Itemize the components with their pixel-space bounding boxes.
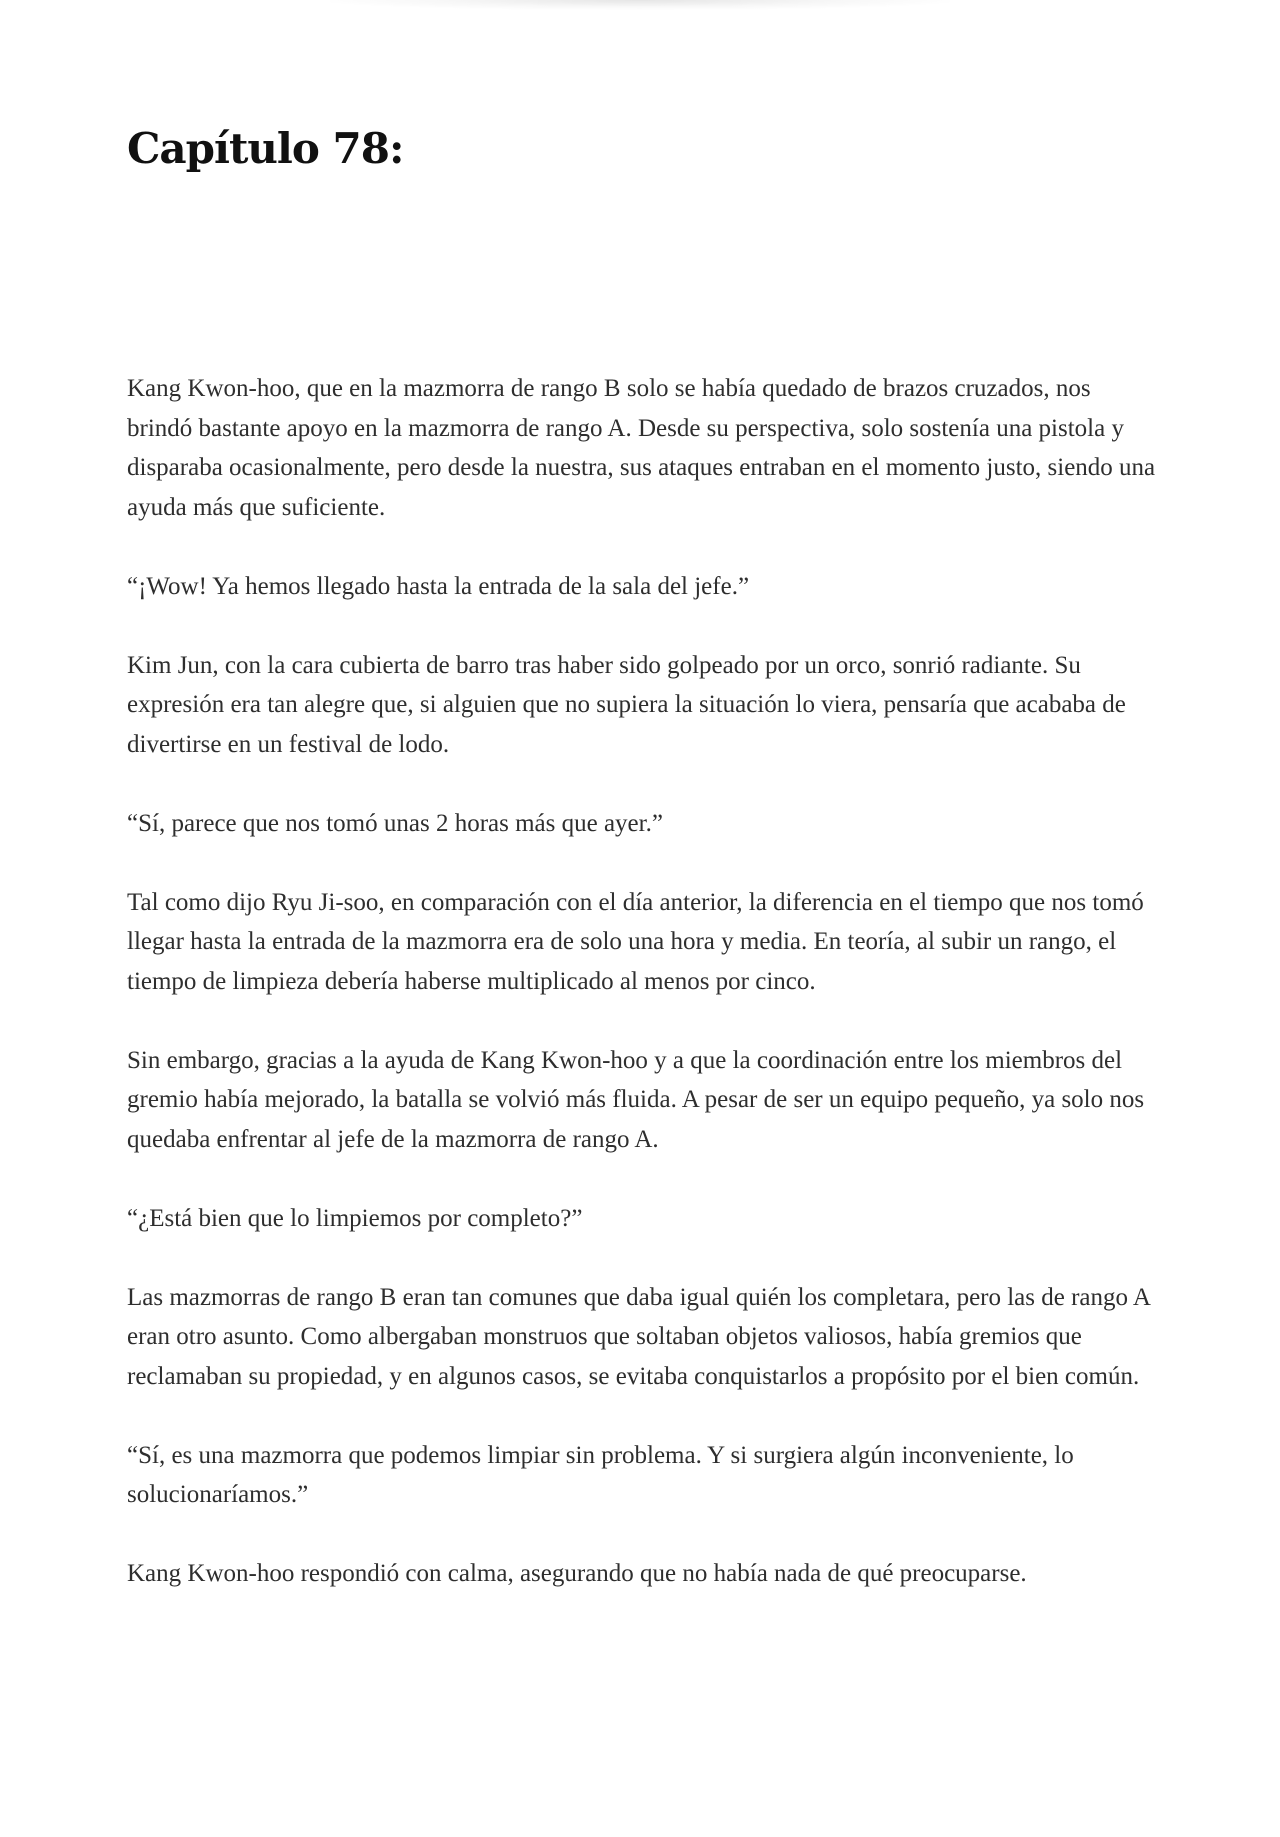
paragraph: Las mazmorras de rango B eran tan comunes que daba igual quién los completara, pero las de rango A eran otro asunto. Como albergaban monstruos que soltaban objetos valiosos, había gremios que reclamaban su propiedad, y en algunos casos, se evitaba conquistarlos a propósito por el bien común.	[127, 1283, 1150, 1390]
chapter-title: Capítulo 78:	[127, 124, 404, 173]
dialogue-line: “¿Está bien que lo limpiemos por completo?”	[127, 1204, 583, 1232]
chapter-body	[127, 369, 1157, 1633]
dialogue-line: “Sí, es una mazmorra que podemos limpiar sin problema. Y si surgiera algún inconveniente, lo solucionaríamos.”	[127, 1441, 1074, 1508]
paragraph: Kang Kwon-hoo respondió con calma, asegurando que no había nada de qué preocuparse.	[127, 1560, 1027, 1587]
paragraph: Tal como dijo Ryu Ji-soo, en comparación con el día anterior, la diferencia en el tiempo que nos tomó llegar hasta la entrada de la mazmorra era de solo una hora y media. En teoría, al subir un rango, el tiempo de limpieza debería haberse multiplicado al menos por cinco.	[127, 888, 1144, 995]
paragraph: Kang Kwon-hoo, que en la mazmorra de rango B solo se había quedado de brazos cruzados, nos brindó bastante apoyo en la mazmorra de rango A. Desde su perspectiva, solo sostenía una pistola y disparaba ocasionalmente, pero desde la nuestra, sus ataques entraban en el momento justo, siendo una ayuda más que suficiente.	[127, 375, 1156, 521]
paragraph: Kim Jun, con la cara cubierta de barro tras haber sido golpeado por un orco, sonrió radiante. Su expresión era tan alegre que, si alguien que no supiera la situación lo viera, pensaría que acababa de divertirse en un festival de lodo.	[127, 651, 1126, 758]
dialogue-line: “Sí, parece que nos tomó unas 2 horas más que ayer.”	[127, 809, 663, 837]
paragraph: Sin embargo, gracias a la ayuda de Kang Kwon-hoo y a que la coordinación entre los miembros del gremio había mejorado, la batalla se volvió más fluida. A pesar de ser un equipo pequeño, ya solo nos quedaba enfrentar al jefe de la mazmorra de rango A.	[127, 1046, 1145, 1153]
dialogue-line: “¡Wow! Ya hemos llegado hasta la entrada de la sala del jefe.”	[127, 572, 750, 600]
